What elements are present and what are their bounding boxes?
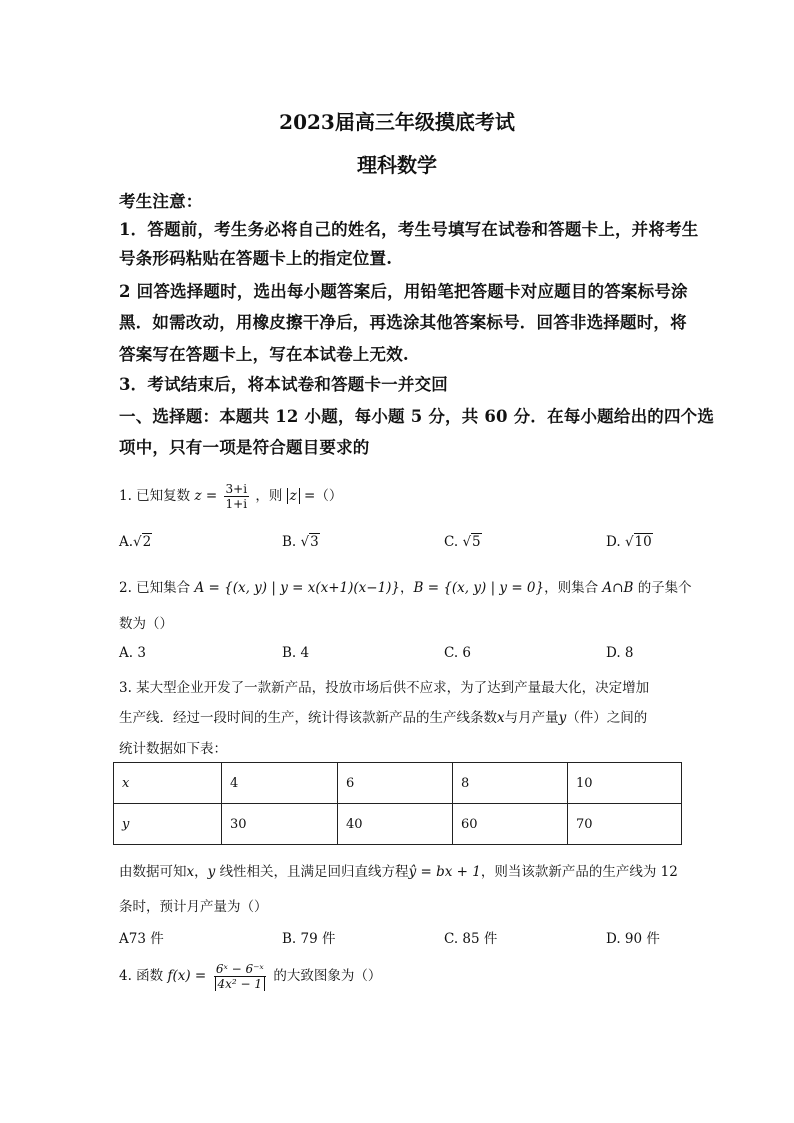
q3-text: 线性相关，且满足回归直线方程 <box>219 864 409 880</box>
q3-var-y: y <box>558 710 567 726</box>
q2-option-c[interactable]: C. 6 <box>444 645 472 661</box>
q3-text: （件）之间的 <box>566 710 648 726</box>
table-cell: 60 <box>453 804 568 845</box>
q2-set-a: A = {(x, y) | y = x(x+1)(x−1)} <box>194 580 401 596</box>
table-cell: 6 <box>338 763 453 804</box>
question-3-after2: 条时，预计月产量为（） <box>119 899 268 915</box>
table-cell: 30 <box>222 804 338 845</box>
q4-function: f(x) = <box>167 968 207 984</box>
q1-prefix: 1. 已知复数 <box>119 488 191 504</box>
exam-subject: 理科数学 <box>357 153 437 177</box>
table-row <box>114 763 682 804</box>
q3-text: ， <box>194 864 208 880</box>
q1-modulus: z <box>287 488 300 504</box>
notice-line: 答案写在答题卡上，写在本试卷上无效. <box>119 345 409 364</box>
q3-var-x: x <box>497 710 505 726</box>
q2-option-b[interactable]: B. 4 <box>282 645 310 661</box>
option-label: A. <box>119 534 134 550</box>
q3-text: 生产线．经过一段时间的生产，统计得该款新产品的生产线条数 <box>119 710 497 726</box>
table-cell: 40 <box>338 804 453 845</box>
q2-tail2: 的子集个 <box>637 580 692 596</box>
table-cell: y <box>114 804 222 845</box>
table-row <box>114 804 682 845</box>
q2-set-b: B = {(x, y) | y = 0} <box>413 580 545 596</box>
q1-tail: =（） <box>304 488 343 504</box>
sqrt-symbol: √10 <box>624 534 652 550</box>
q3-data-table <box>113 762 682 845</box>
question-3: 3. 某大型企业开发了一款新产品，投放市场后供不应求，为了达到产量最大化，决定增加 <box>119 680 650 696</box>
radicand: 3 <box>310 534 319 550</box>
question-2-line2: 数为（） <box>119 616 173 632</box>
q1-option-c[interactable] <box>444 534 482 550</box>
q3-option-b[interactable]: B. 79 件 <box>282 931 336 947</box>
sqrt-symbol: √2 <box>133 534 152 550</box>
q1-fraction <box>224 482 250 511</box>
question-3-after1 <box>119 860 678 880</box>
radicand: 10 <box>634 534 652 550</box>
option-label: D. <box>606 534 621 550</box>
q3-option-d[interactable]: D. 90 件 <box>606 931 660 947</box>
q4-tail: 的大致图象为（） <box>273 968 382 984</box>
sqrt-symbol: √3 <box>300 534 319 550</box>
notice-line: 3．考试结束后，将本试卷和答题卡一并交回 <box>119 375 448 394</box>
q1-numerator: 3+i <box>225 482 248 496</box>
q3-text: 由数据可知 <box>119 864 187 880</box>
question-4 <box>119 962 381 991</box>
q2-prefix: 2. 已知集合 <box>119 580 191 596</box>
q3-var-y: y <box>207 864 216 880</box>
q3-regression: ŷ = bx + 1 <box>408 864 481 880</box>
exam-title: 2023届高三年级摸底考试 <box>279 110 515 134</box>
radicand: 5 <box>472 534 481 550</box>
table-cell: 70 <box>568 804 682 845</box>
question-1 <box>119 482 342 511</box>
q3-var-x: x <box>186 864 195 880</box>
sqrt-symbol: √5 <box>462 534 481 550</box>
q1-mid: ，则 <box>255 488 283 504</box>
notice-heading: 考生注意： <box>119 192 203 211</box>
radicand: 2 <box>142 534 152 550</box>
q3-text: ，则当该款新产品的生产线为 12 <box>480 864 678 880</box>
table-cell: x <box>114 763 222 804</box>
option-label: C. <box>444 534 459 550</box>
section-heading: 项中，只有一项是符合题目要求的 <box>119 438 370 457</box>
table-cell: 8 <box>453 763 568 804</box>
q2-option-a[interactable]: A. 3 <box>119 645 146 661</box>
option-label: B. <box>282 534 297 550</box>
q1-variable: z <box>194 488 202 504</box>
q1-option-d[interactable] <box>606 534 653 550</box>
notice-line: 号条形码粘贴在答题卡上的指定位置. <box>119 249 393 268</box>
notice-line: 黑．如需改动，用橡皮擦干净后，再选涂其他答案标号．回答非选择题时，将 <box>119 313 687 332</box>
q3-option-a[interactable]: A73 件 <box>119 931 164 947</box>
q1-denominator: 1+i <box>225 497 248 511</box>
q4-fraction <box>213 962 268 991</box>
q2-option-d[interactable]: D. 8 <box>606 645 634 661</box>
q4-prefix: 4. 函数 <box>119 968 164 984</box>
q3-text: 与月产量 <box>504 710 559 726</box>
notice-line: 2 回答选择题时，选出每小题答案后，用铅笔把答题卡对应题目的答案标号涂 <box>119 282 688 301</box>
q2-intersection: A∩B <box>602 580 634 596</box>
q4-denominator: 4x² − 1 <box>215 977 266 991</box>
q1-equals: = <box>205 488 218 504</box>
question-2 <box>119 576 692 596</box>
notice-line: 1．答题前，考生务必将自己的姓名，考生号填写在试卷和答题卡上，并将考生 <box>119 220 699 239</box>
q2-sep: ， <box>400 580 414 596</box>
question-3-line3: 统计数据如下表： <box>119 741 227 757</box>
question-3-line2 <box>119 706 647 726</box>
section-heading: 一、选择题：本题共 12 小题，每小题 5 分，共 60 分．在每小题给出的四个选 <box>119 407 715 426</box>
q2-tail1: ，则集合 <box>544 580 599 596</box>
q4-numerator: 6ˣ − 6⁻ˣ <box>215 962 264 976</box>
q1-option-a[interactable] <box>119 534 152 550</box>
table-cell: 4 <box>222 763 338 804</box>
q1-option-b[interactable] <box>282 534 320 550</box>
q3-option-c[interactable]: C. 85 件 <box>444 931 498 947</box>
table-cell: 10 <box>568 763 682 804</box>
